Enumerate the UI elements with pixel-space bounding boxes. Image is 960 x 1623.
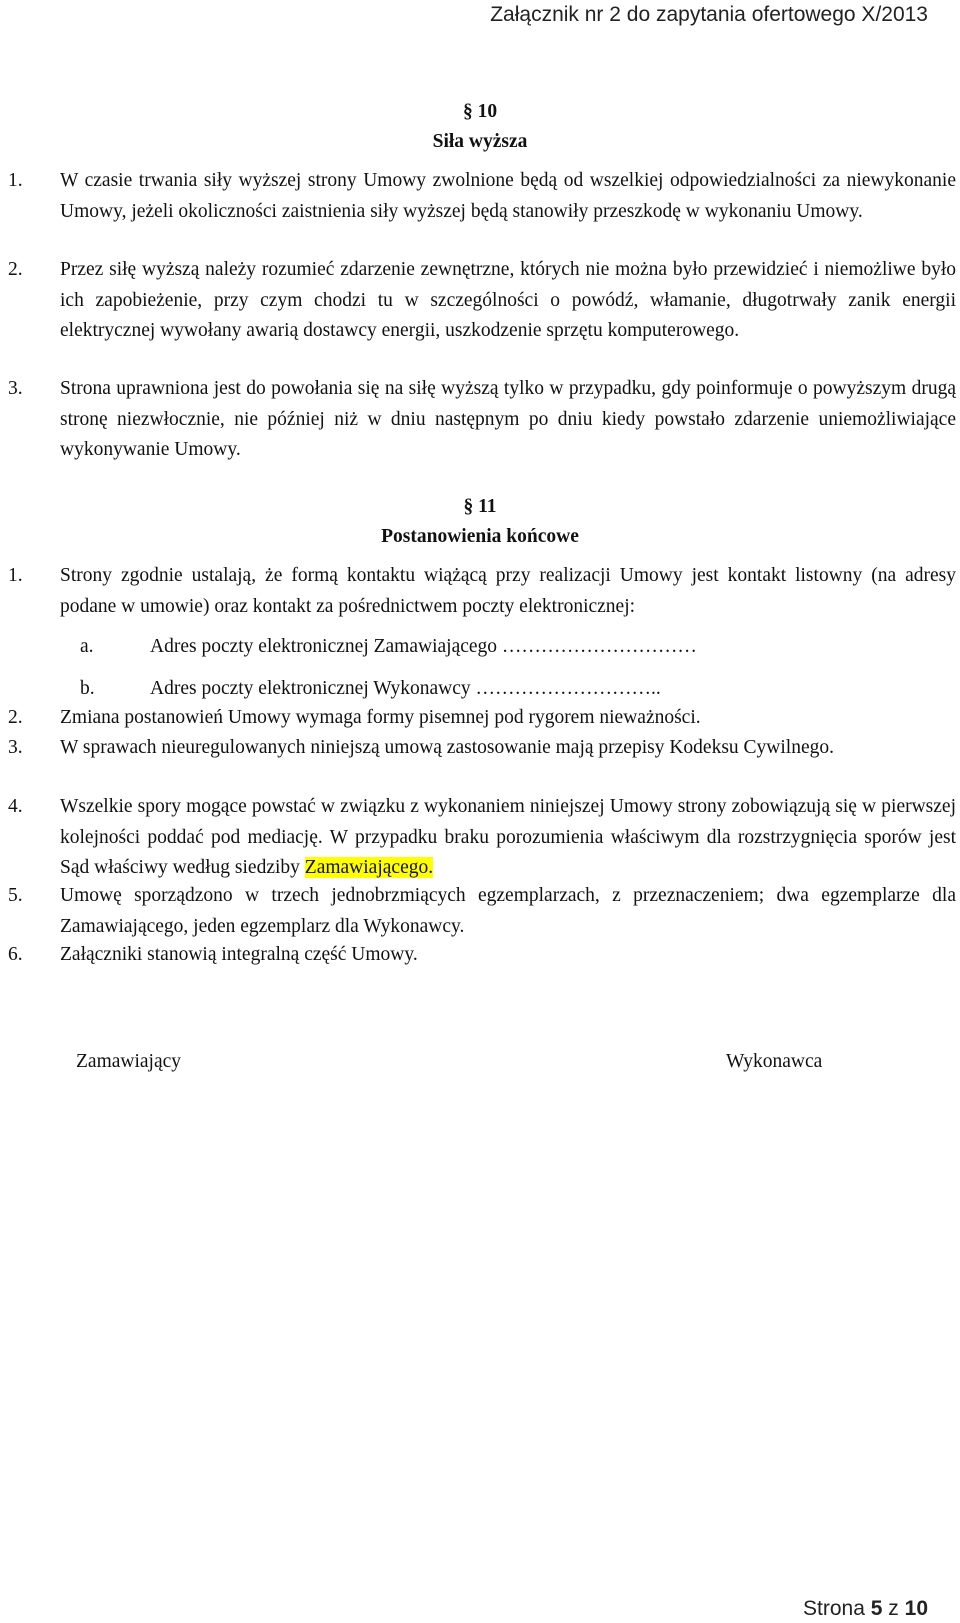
signature-wykonawca: Wykonawca <box>726 1051 823 1072</box>
list-item-text: Załączniki stanowią integralną część Umowy. <box>60 944 418 965</box>
section-10-number: § 10 <box>462 101 498 122</box>
sub-item-letter: b. <box>80 678 95 699</box>
page-header: Załącznik nr 2 do zapytania ofertowego X/2013 <box>490 3 928 26</box>
sub-item-letter: a. <box>80 636 94 657</box>
section-11-number: § 11 <box>463 496 497 517</box>
list-item-number: 3. <box>8 378 23 399</box>
page-number-footer <box>803 1595 928 1623</box>
list-item-text: W sprawach nieuregulowanych niniejszą umową zastosowanie mają przepisy Kodeksu Cywilnego. <box>60 737 835 758</box>
list-item-text: Przez siłę wyższą należy rozumieć zdarzenie zewnętrzne, których nie można było przewidzieć i niemożliwe było ich zapobieżenie, przy czym chodzi tu w szczególności o powódź, włamanie, długotrwały zanik energii elektrycznej wywołany awarią dostawcy energii, uszkodzenie sprzętu komputerowego. <box>60 259 956 341</box>
list-item-number: 2. <box>8 707 23 728</box>
list-item-text-main: Wszelkie spory mogące powstać w związku z wykonaniem niniejszej Umowy strony zobowiązują się w pierwszej kolejności poddać pod mediację. W przypadku braku porozumienia właściwym dla rozstrzygnięcia sporów jest Sąd właściwy według siedziby <box>60 796 956 878</box>
list-item-number: 1. <box>8 170 23 191</box>
list-item-text: Strona uprawniona jest do powołania się na siłę wyższą tylko w przypadku, gdy poinformuje o powyższym drugą stronę niezwłocznie, nie później niż w dniu następnym po dniu kiedy powstało zdarzenie uniemożliwiające wykonywanie Umowy. <box>60 378 956 460</box>
footer-total: 10 <box>904 1597 928 1620</box>
list-item-number: 3. <box>8 737 23 758</box>
footer-prefix: Strona <box>803 1597 865 1620</box>
sub-item-text: Adres poczty elektronicznej Zamawiającego <box>150 636 498 657</box>
section-10-title: Siła wyższa <box>432 131 528 152</box>
list-item-text: Zmiana postanowień Umowy wymaga formy pisemnej pod rygorem nieważności. <box>60 707 701 728</box>
email-blank-zamawiajacy: ………………………… <box>501 636 697 657</box>
sub-item-a <box>80 632 697 662</box>
sub-item-text: Adres poczty elektronicznej Wykonawcy <box>150 678 471 699</box>
list-item-number: 1. <box>8 565 23 586</box>
list-item-number: 6. <box>8 944 23 965</box>
list-item-number: 2. <box>8 259 23 280</box>
email-blank-wykonawca: ……………………….. <box>475 678 661 699</box>
list-item-number: 5. <box>8 885 23 906</box>
sub-item-b <box>80 674 661 704</box>
list-item-text: W czasie trwania siły wyższej strony Umowy zwolnione będą od wszelkiej odpowiedzialności za niewykonanie Umowy, jeżeli okoliczności zaistnienia siły wyższej będą stanowiły przeszkodę w wykonaniu Umowy. <box>60 170 956 222</box>
list-item-text <box>60 792 956 884</box>
footer-page: 5 <box>870 1597 883 1620</box>
section-11-title: Postanowienia końcowe <box>381 526 579 547</box>
list-item-number: 4. <box>8 796 23 817</box>
footer-of: z <box>888 1597 899 1620</box>
list-item-text: Umowę sporządzono w trzech jednobrzmiących egzemplarzach, z przeznaczeniem; dwa egzemplarze dla Zamawiającego, jeden egzemplarz dla Wykonawcy. <box>60 885 956 937</box>
highlighted-text: Zamawiającego. <box>304 857 434 878</box>
list-item-text: Strony zgodnie ustalają, że formą kontaktu wiążącą przy realizacji Umowy jest kontakt listowny (na adresy podane w umowie) oraz kontakt za pośrednictwem poczty elektronicznej: <box>60 565 956 617</box>
signature-zamawiajacy: Zamawiający <box>76 1051 182 1072</box>
